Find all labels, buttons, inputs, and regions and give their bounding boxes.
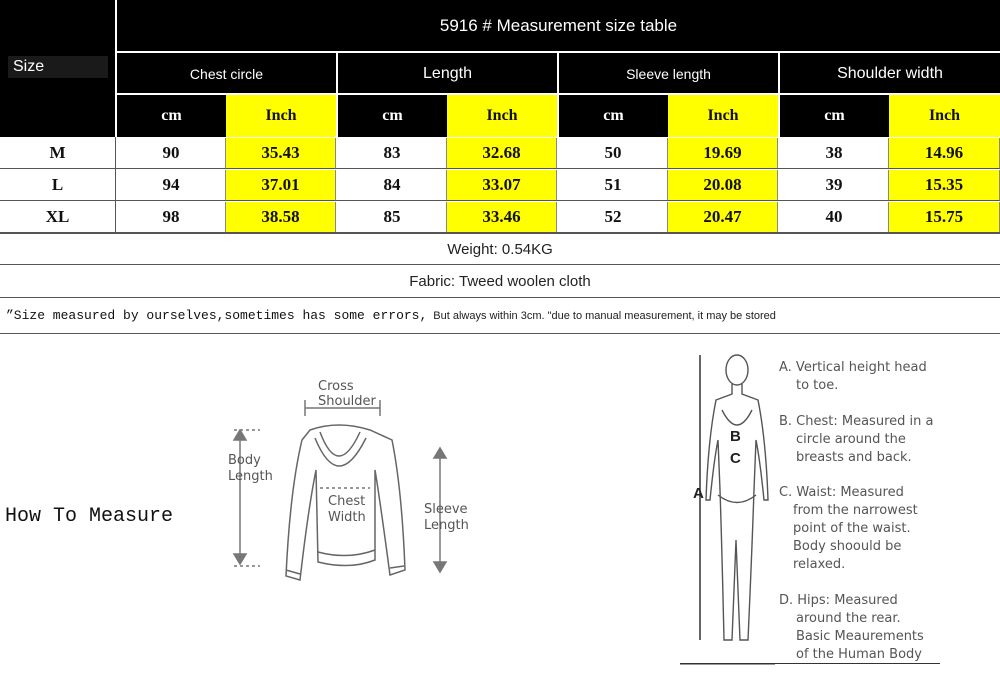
- inch-cell: 14.96: [889, 138, 1000, 168]
- desc-line: D. Hips: Measured: [779, 593, 898, 608]
- inch-cell: 33.07: [447, 170, 557, 200]
- table-title: 5916 # Measurement size table: [439, 16, 678, 35]
- unit-inch: Inch: [226, 95, 336, 137]
- label-cross: Cross: [318, 379, 354, 394]
- label-b: B: [730, 428, 741, 445]
- desc-line: Basic Meaurements: [796, 629, 924, 644]
- cm-cell: 50: [559, 138, 668, 168]
- cm-cell: 38: [780, 138, 889, 168]
- inch-cell: 20.08: [668, 170, 778, 200]
- desc-line: Body shoould be: [793, 539, 902, 554]
- size-cell: M: [0, 137, 116, 169]
- fabric-row: Fabric: Tweed woolen cloth: [0, 265, 1000, 298]
- desc-line: C. Waist: Measured: [779, 485, 904, 500]
- inch-cell: 32.68: [447, 138, 557, 168]
- group-length: Length: [423, 64, 472, 82]
- label-a: A: [693, 485, 704, 502]
- unit-inch: Inch: [668, 95, 778, 137]
- desc-line: of the Human Body: [796, 647, 922, 662]
- unit-cm: cm: [382, 107, 403, 124]
- desc-c: [779, 484, 989, 574]
- desc-line: breasts and back.: [796, 450, 912, 465]
- desc-d: [779, 592, 989, 664]
- desc-b: [779, 413, 989, 467]
- desc-line: circle around the: [796, 432, 906, 447]
- inch-cell: 19.69: [668, 138, 778, 168]
- group-chest: Chest circle: [189, 65, 264, 82]
- inch-cell: 35.43: [226, 138, 336, 168]
- unit-inch: Inch: [447, 95, 557, 137]
- weight-row: Weight: 0.54KG: [0, 233, 1000, 265]
- inch-cell: 33.46: [447, 202, 557, 232]
- inch-cell: 15.75: [889, 202, 1000, 232]
- note-sans: But always within 3cm. "due to manual measurement, it may be stored: [433, 309, 776, 322]
- group-shoulder: Shoulder width: [837, 64, 943, 82]
- cm-cell: 83: [338, 138, 447, 168]
- desc-line: A. Vertical height head: [779, 360, 927, 375]
- size-cell: XL: [0, 201, 116, 233]
- desc-line: to toe.: [796, 378, 839, 393]
- desc-line: B. Chest: Measured in a: [779, 414, 934, 429]
- cm-cell: 39: [780, 170, 889, 200]
- size-cell: L: [0, 169, 116, 201]
- cm-cell: 90: [117, 138, 226, 168]
- inch-cell: 15.35: [889, 170, 1000, 200]
- label-body-length: Length: [228, 469, 273, 484]
- size-header: Size: [8, 56, 108, 78]
- label-sleeve: Sleeve: [424, 502, 468, 517]
- note-mono: ”Size measured by ourselves,sometimes has some errors,: [6, 308, 428, 323]
- desc-a: [779, 359, 989, 395]
- body-diagram: [680, 350, 775, 670]
- label-body: Body: [228, 453, 261, 468]
- label-sleeve-length: Length: [424, 518, 469, 533]
- cm-cell: 40: [780, 202, 889, 232]
- desc-line: relaxed.: [793, 557, 846, 572]
- desc-line: point of the waist.: [793, 521, 911, 536]
- cm-cell: 84: [338, 170, 447, 200]
- how-to-measure-heading: How To Measure: [5, 505, 174, 528]
- label-width: Width: [328, 510, 366, 525]
- unit-cm: cm: [824, 107, 845, 124]
- inch-cell: 38.58: [226, 202, 336, 232]
- note-row: [0, 298, 1000, 334]
- inch-cell: 20.47: [668, 202, 778, 232]
- cm-cell: 51: [559, 170, 668, 200]
- cm-cell: 85: [338, 202, 447, 232]
- label-shoulder: Shoulder: [318, 394, 376, 409]
- label-chest: Chest: [328, 494, 366, 509]
- unit-inch: Inch: [889, 95, 1000, 137]
- cm-cell: 94: [117, 170, 226, 200]
- desc-line: around the rear.: [796, 611, 901, 626]
- unit-cm: cm: [161, 107, 182, 124]
- cm-cell: 52: [559, 202, 668, 232]
- group-sleeve: Sleeve length: [626, 65, 711, 82]
- desc-line: from the narrowest: [793, 503, 918, 518]
- label-c: C: [730, 450, 741, 467]
- cm-cell: 98: [117, 202, 226, 232]
- sweater-diagram: [220, 370, 480, 600]
- unit-cm: cm: [603, 107, 624, 124]
- inch-cell: 37.01: [226, 170, 336, 200]
